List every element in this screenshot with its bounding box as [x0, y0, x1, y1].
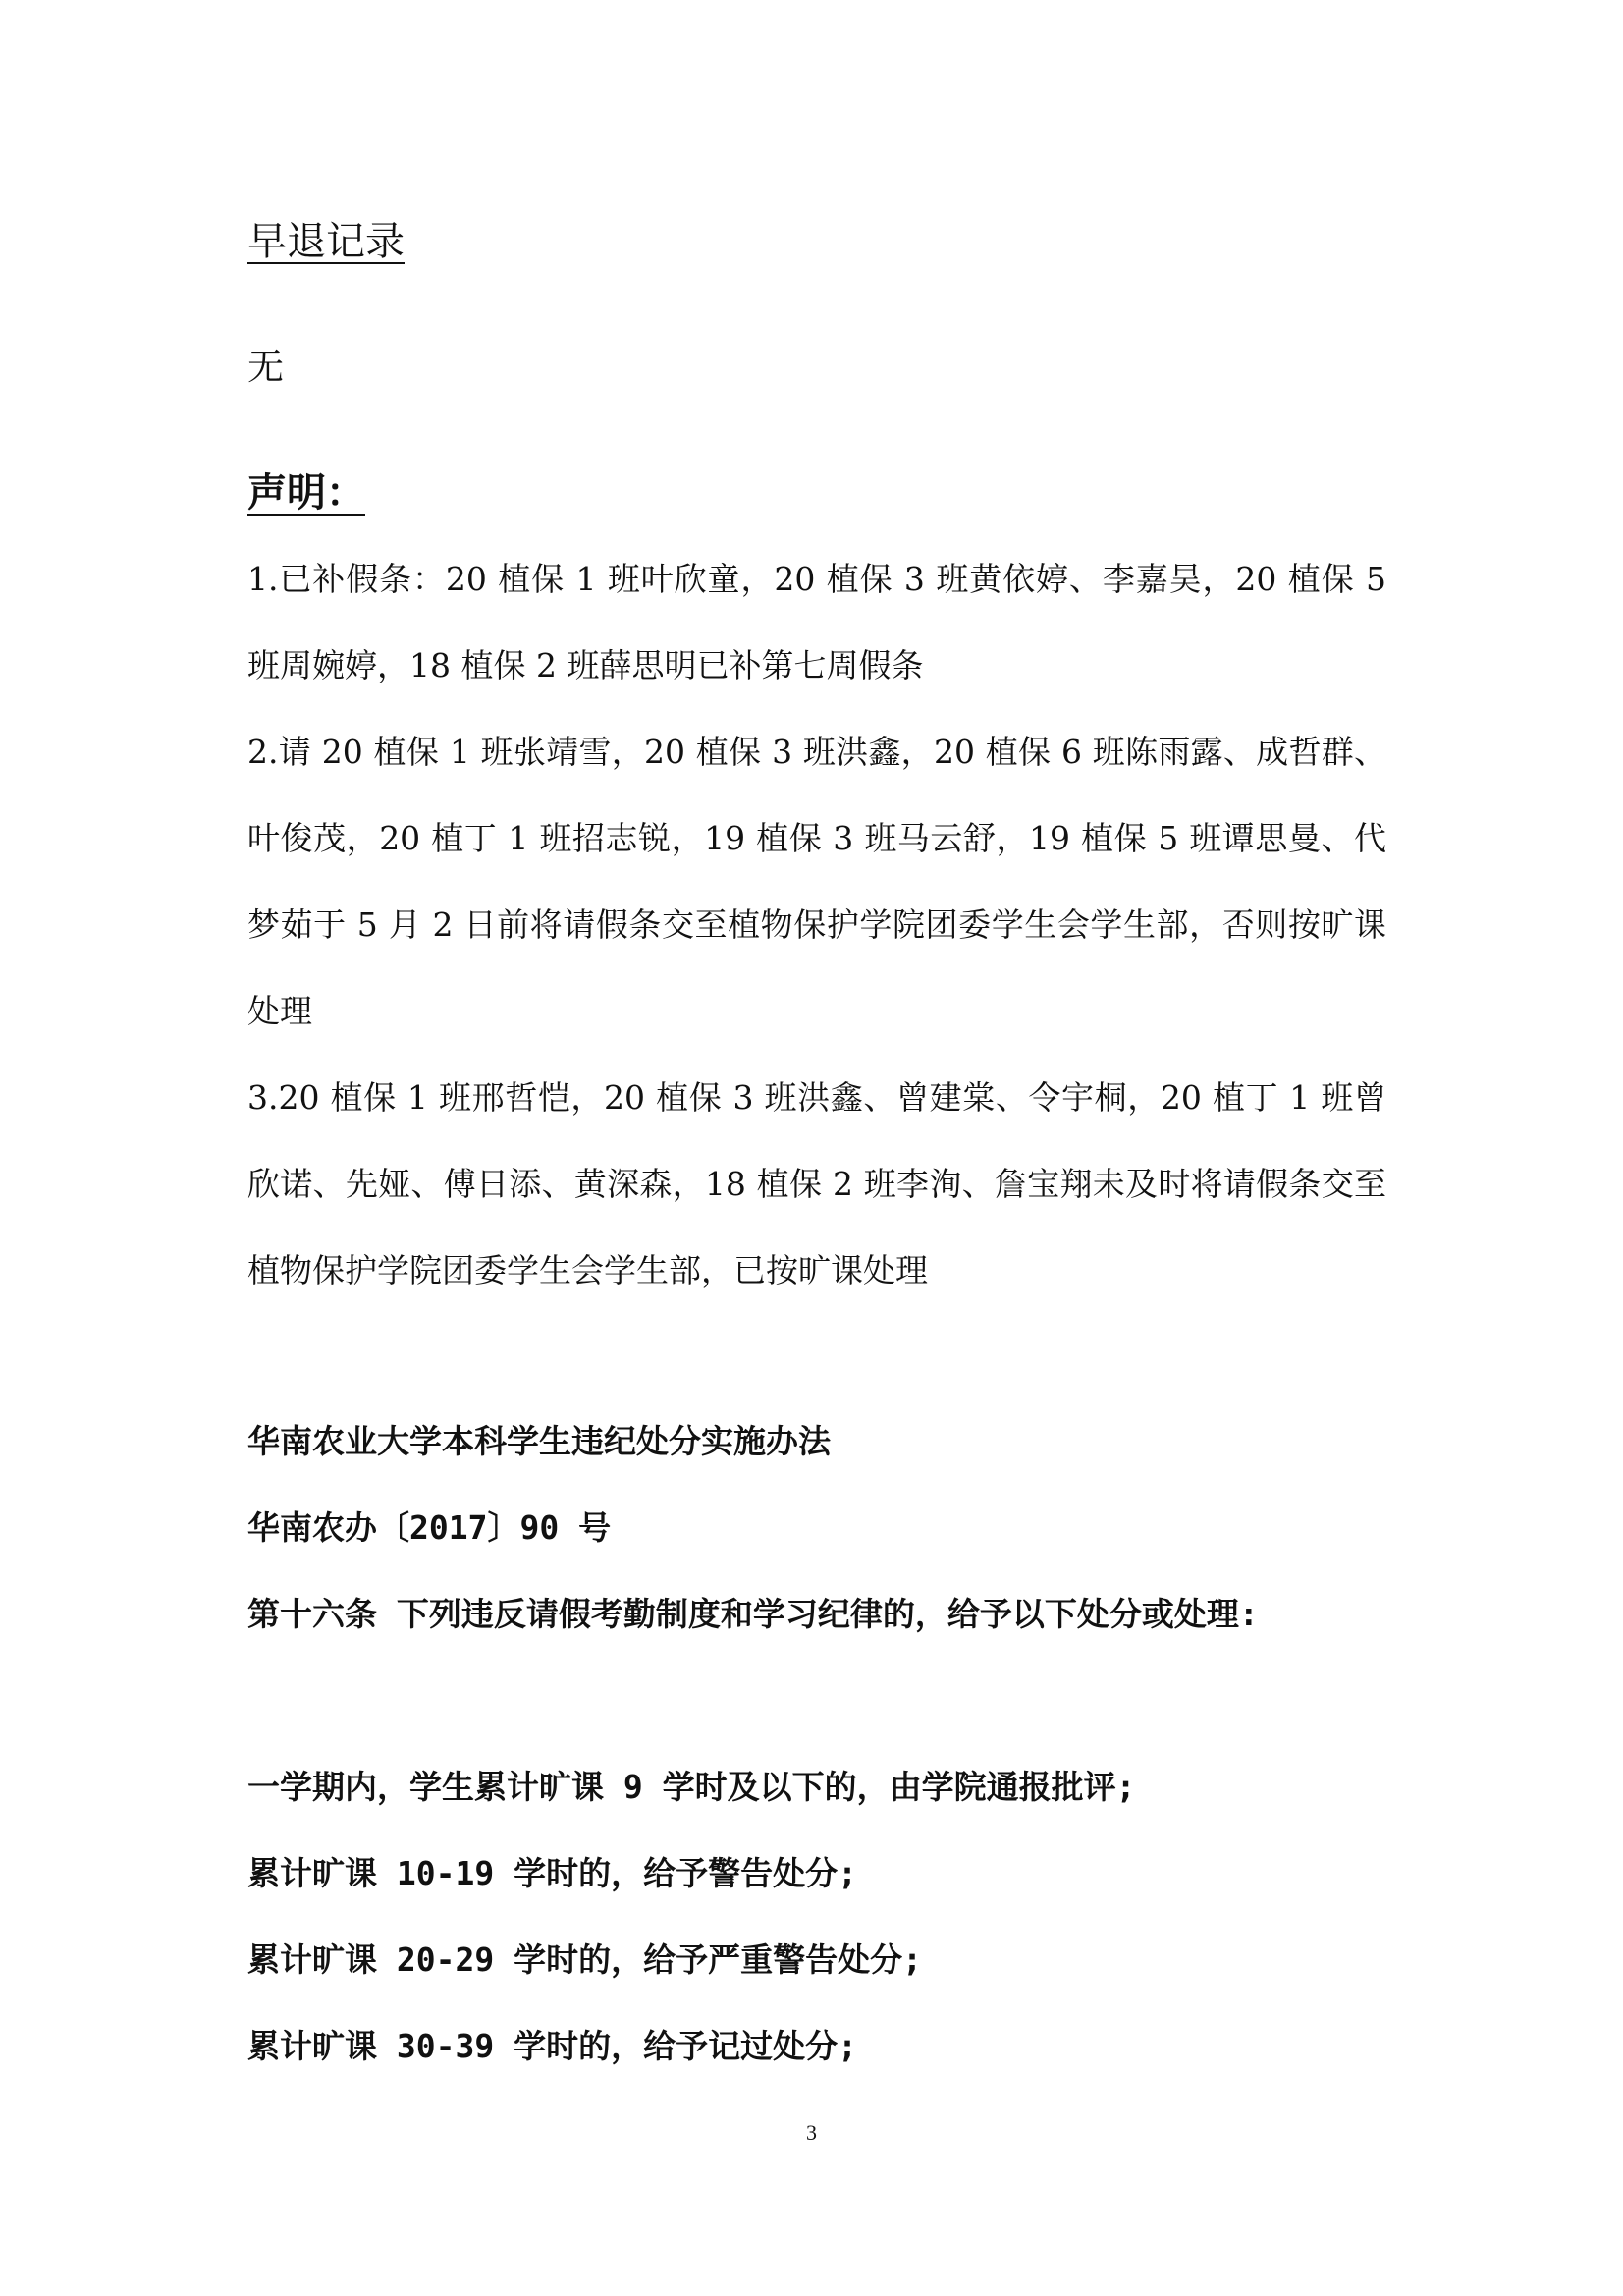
statement-item-3: 3.20 植保 1 班邢哲恺，20 植保 3 班洪鑫、曾建棠、令宇桐，20 植丁 1 班曾欣诺、先娅、傅日添、黄深森，18 植保 2 班李洵、詹宝翔未及时将请假条交至植物保护学院团委学生会学生部，已按旷课处理: [247, 1078, 1386, 1289]
statement-item-2: 2.请 20 植保 1 班张靖雪，20 植保 3 班洪鑫，20 植保 6 班陈雨露、成哲群、叶俊茂，20 植丁 1 班招志锐，19 植保 3 班马云舒，19 植保 5 班谭思曼、代梦茹于 5 月 2 日前将请假条交至植物保护学院团委学生会学生部，否则按旷课处理: [247, 733, 1386, 1030]
regulation-title: 华南农业大学本科学生违纪处分实施办法: [247, 1422, 831, 1460]
regulation-doc-number: 华南农办〔2017〕90 号: [247, 1508, 612, 1547]
early-leave-heading: 早退记录: [247, 219, 405, 264]
early-leave-content: 无: [247, 346, 284, 388]
statement-heading: 声明：: [247, 470, 365, 516]
regulation-article: 第十六条 下列违反请假考勤制度和学习纪律的，给予以下处分或处理:: [247, 1595, 1259, 1633]
page-number: 3: [806, 2120, 817, 2145]
regulation-line-2: 累计旷课 10-19 学时的，给予警告处分;: [247, 1854, 857, 1892]
statement-item-1: 1.已补假条：20 植保 1 班叶欣童，20 植保 3 班黄依婷、李嘉昊，20 植保 5 班周婉婷，18 植保 2 班薛思明已补第七周假条: [247, 560, 1386, 684]
regulation-line-3: 累计旷课 20-29 学时的，给予严重警告处分;: [247, 1941, 922, 1979]
regulation-line-4: 累计旷课 30-39 学时的，给予记过处分;: [247, 2027, 857, 2065]
regulation-line-1: 一学期内，学生累计旷课 9 学时及以下的，由学院通报批评;: [247, 1768, 1136, 1806]
